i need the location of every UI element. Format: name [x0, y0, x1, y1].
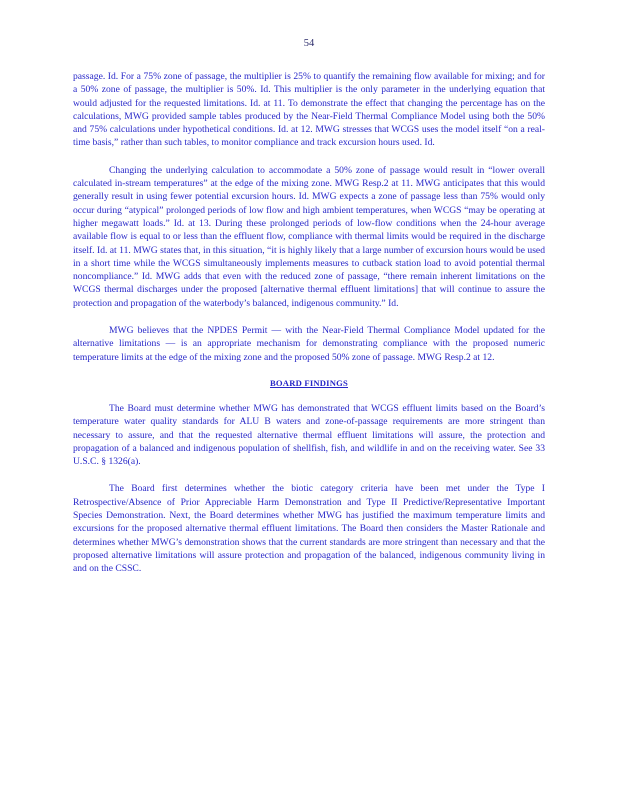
paragraph: The Board first determines whether the biotic category criteria have been met under the Type I Retrospective/Absence of Prior Appreciable Harm Demonstration and Type II Predictive/Representative Important Species Demonstration. Next, the Board determines whether MWG has justified the maximum temperature limits and excursions for the proposed alternative thermal effluent limitations. The Board then considers the Master Rationale and determines whether MWG’s demonstration shows that the current standards are more stringent than necessary and that the proposed alternative limitations will assure protection and propagation of the balanced, indigenous community living in and on the CSSC. — [73, 483, 545, 575]
section-heading — [73, 378, 545, 388]
section-heading-text: BOARD FINDINGS — [269, 377, 348, 388]
page-number: 54 — [303, 38, 315, 49]
paragraph: MWG believes that the NPDES Permit — with the Near-Field Thermal Compliance Model updated for the alternative limitations — is an appropriate mechanism for demonstrating compliance with the proposed numeric temperature limits at the edge of the mixing zone and the proposed 50% zone of passage. MWG Resp.2 at 12. — [73, 325, 545, 363]
paragraph: Changing the underlying calculation to accommodate a 50% zone of passage would result in “lower overall calculated in-stream temperatures” at the edge of the mixing zone. MWG Resp.2 at 11. MWG anticipates that this would generally result in using fewer potential excursion hours. Id. MWG expects a zone of passage less than 75% would only occur during “atypical” prolonged periods of low flow and high ambient temperatures, when WCGS “may be operating at higher megawatt loads.” Id. at 13. During these prolonged periods of low-flow conditions when the 24-hour average available flow is equal to or less than the effluent flow, compliance with thermal limits would be required in the discharge itself. Id. at 11. MWG states that, in this situation, “it is highly likely that a large number of excursion hours would be used in a short time while the WCGS simultaneously implements measures to cutback station load to avoid potential thermal noncompliance.” Id. MWG adds that even with the reduced zone of passage, “there remain inherent limitations on the WCGS thermal discharges under the proposed [alternative thermal effluent limitations] that will continue to assure the protection and propagation of the waterbody’s balanced, indigenous community.” Id. — [73, 164, 545, 309]
paragraph: passage. Id. For a 75% zone of passage, the multiplier is 25% to quantify the remaining flow available for mixing; and for a 50% zone of passage, the multiplier is 50%. Id. This multiplier is the only parameter in the underlying equation that would adjusted for the requested limitations. Id. at 11. To demonstrate the effect that changing the percentage has on the calculations, MWG provided sample tables produced by the Near-Field Thermal Compliance Model using both the 50% and 75% calculations under hypothetical conditions. Id. at 12. MWG stresses that WCGS uses the model itself “on a real-time basis,” rather than such tables, to monitor compliance and track excursion hours used. Id. — [73, 71, 545, 149]
document-body — [73, 70, 545, 590]
paragraph: The Board must determine whether MWG has demonstrated that WCGS effluent limits based on the Board’s temperature water quality standards for ALU B waters and zone-of-passage requirements are more stringent than necessary to assure, and that the requested alternative thermal effluent limitations will assure, the protection and propagation of a balanced and indigenous population of shellfish, fish, and wildlife in and on the receiving water. See 33 U.S.C. § 1326(a). — [73, 402, 545, 468]
